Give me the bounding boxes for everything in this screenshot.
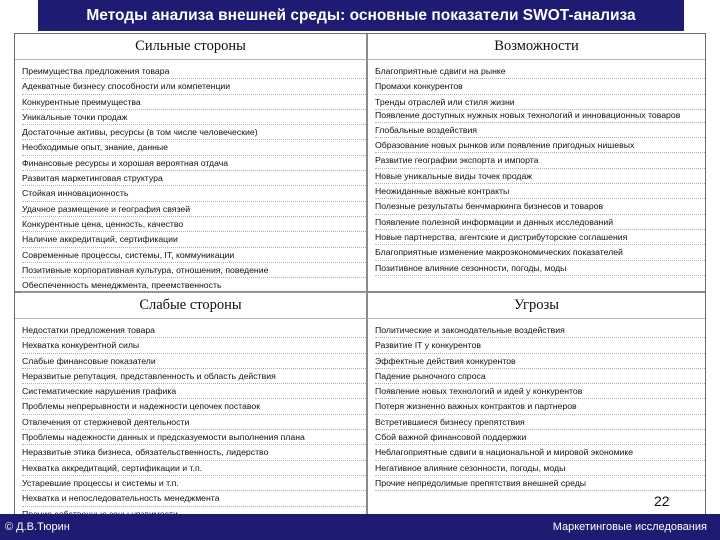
weakness-item: Отвлечения от стержневой деятельности <box>22 415 366 430</box>
threat-item: Встретившиеся бизнесу препятствия <box>375 415 705 430</box>
footer-bar <box>0 514 720 540</box>
strength-item: Позитивные корпоративная культура, отношения, поведение <box>22 263 366 278</box>
strength-item: Адекватные бизнесу способности или компетенции <box>22 79 366 94</box>
strength-item: Наличие аккредитаций, сертификации <box>22 232 366 247</box>
weakness-item: Проблемы непрерывности и надежности цепочек поставок <box>22 399 366 414</box>
threat-item: Сбой важной финансовой поддержки <box>375 430 705 445</box>
weaknesses-quadrant <box>15 319 368 514</box>
strength-item: Конкурентные цена, ценность, качество <box>22 217 366 232</box>
weakness-item: Нехватка аккредитаций, сертификации и т.п. <box>22 461 366 476</box>
threats-heading: Угрозы <box>368 293 705 319</box>
opportunity-item: Появление доступных нужных новых технологий и инновационных товаров <box>375 110 705 123</box>
strength-item: Необходимые опыт, знание, данные <box>22 140 366 155</box>
slide-title: Методы анализа внешней среды: основные показатели SWOT-анализа <box>38 0 684 31</box>
weakness-item: Неразвитые репутация, представленность и область действия <box>22 369 366 384</box>
opportunity-item: Появление полезной информации и данных исследований <box>375 215 705 230</box>
strength-item: Конкурентные преимущества <box>22 95 366 110</box>
opportunity-item: Тренды отраслей или стиля жизни <box>375 95 705 110</box>
opportunity-item: Благоприятные изменение макроэкономических показателей <box>375 245 705 260</box>
weaknesses-heading: Слабые стороны <box>15 293 368 319</box>
opportunity-item: Глобальные воздействия <box>375 123 705 138</box>
strengths-quadrant <box>15 60 368 293</box>
opportunity-item: Позитивное влияние сезонности, погоды, моды <box>375 261 705 276</box>
threat-item: Появление новых технологий и идей у конкурентов <box>375 384 705 399</box>
threat-item: Потеря жизненно важных контрактов и партнеров <box>375 399 705 414</box>
opportunities-heading: Возможности <box>368 34 705 60</box>
opportunity-item: Развитие географии экспорта и импорта <box>375 153 705 168</box>
strength-item: Современные процессы, системы, IT, коммуникации <box>22 248 366 263</box>
opportunity-item: Промахи конкурентов <box>375 79 705 94</box>
weakness-item: Устаревшие процессы и системы и т.п. <box>22 476 366 491</box>
strength-item: Преимущества предложения товара <box>22 64 366 79</box>
weakness-item: Слабые финансовые показатели <box>22 354 366 369</box>
strength-item: Обеспеченность менеджмента, преемственность <box>22 278 366 293</box>
threat-item: Развитие IT у конкурентов <box>375 338 705 353</box>
footer-department: Маркетинговые исследования <box>552 521 707 533</box>
threat-item: Падение рыночного спроса <box>375 369 705 384</box>
threat-item: Прочие непредолимые препятствия внешней среды <box>375 476 705 491</box>
weakness-item: Неразвитые этика бизнеса, обязательственность, лидерство <box>22 445 366 460</box>
footer-author: © Д.В.Тюрин <box>5 521 70 533</box>
opportunity-item: Образование новых рынков или появление пригодных нишевых <box>375 138 705 153</box>
opportunity-item: Благоприятные сдвиги на рынке <box>375 64 705 79</box>
strength-item: Удачное размещение и география связей <box>22 202 366 217</box>
threats-quadrant <box>368 319 705 514</box>
strengths-heading: Сильные стороны <box>15 34 368 60</box>
threat-item: Негативное влияние сезонности, погоды, моды <box>375 461 705 476</box>
weakness-item: Нехватка конкурентной силы <box>22 338 366 353</box>
opportunity-item: Неожиданные важные контракты <box>375 184 705 199</box>
threat-item: Политические и законодательные воздействия <box>375 323 705 338</box>
strength-item: Стойкая инновационность <box>22 186 366 201</box>
strength-item: Уникальные точки продаж <box>22 110 366 125</box>
opportunities-quadrant <box>368 60 705 293</box>
weakness-item: Проблемы надежности данных и предсказуемости выполнения плана <box>22 430 366 445</box>
weakness-item: Недостатки предложения товара <box>22 323 366 338</box>
strength-item: Развитая маркетинговая структура <box>22 171 366 186</box>
opportunity-item: Полезные результаты бенчмаркинга бизнесов и товаров <box>375 199 705 214</box>
strength-item: Финансовые ресурсы и хорошая вероятная отдача <box>22 156 366 171</box>
threat-item: Неблагоприятные сдвиги в национальной и мировой экономике <box>375 445 705 460</box>
weakness-item: Нехватка и непоследовательность менеджмента <box>22 491 366 506</box>
opportunity-item: Новые уникальные виды точек продаж <box>375 169 705 184</box>
opportunity-item: Новые партнерства, агентские и дистрибуторские соглашения <box>375 230 705 245</box>
threat-item: Эффектные действия конкурентов <box>375 354 705 369</box>
weakness-item: Систематические нарушения графика <box>22 384 366 399</box>
strength-item: Достаточные активы, ресурсы (в том числе человеческие) <box>22 125 366 140</box>
swot-table <box>14 33 706 515</box>
page-number: 22 <box>654 493 670 509</box>
